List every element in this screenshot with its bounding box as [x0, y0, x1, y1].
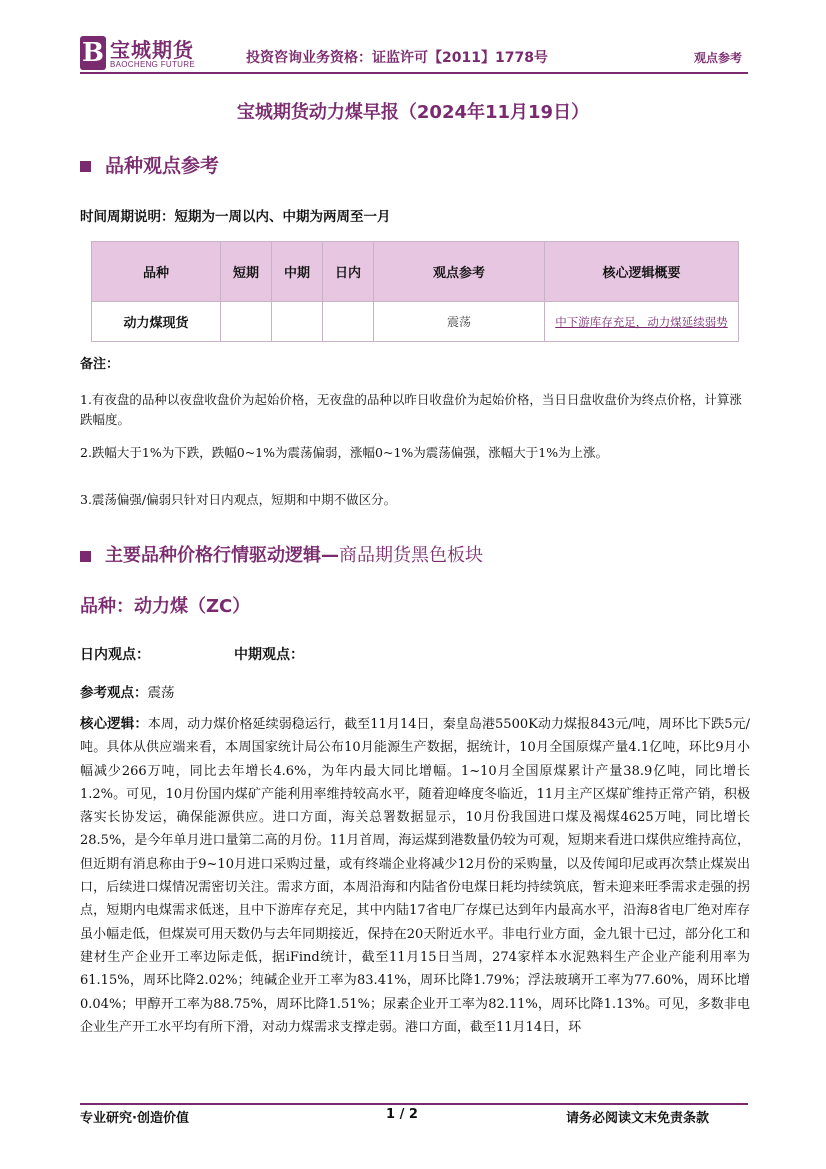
logic-text: 本周，动力煤价格延续弱稳运行，截至11月14日，秦皇岛港5500K动力煤报843元/吨，周环比下跌5元/吨。具体从供应端来看，本周国家统计局公布10月能源生产数据，据统计，10月全国原煤产量4.1亿吨，环比9月小幅减少266万吨，同比去年增长4.6%，为年内最大同比增幅。1~10月全国原煤累计产量38.9亿吨，同比增长1.2%。可见，10月份国内煤矿产能利用率维持较高水平，随着迎峰度冬临近，11月主产区煤矿维持正常产销，积极落实长协发运，确保能源供应。进口方面，海关总署数据显示，10月份我国进口煤及褐煤4625万吨，同比增长28.5%，是今年单月进口量第二高的月份。11月首周，海运煤到港数量仍较为可观，短期来看进口煤供应维持高位，但近期有消息称由于9~10月进口采购过量，或有终端企业将减少12月份的采购量，以及传闻印尼或再次禁止煤炭出口，后续进口煤情况需密切关注。需求方面，本周沿海和内陆省份电煤日耗均持续筑底，暂未迎来旺季需求走强的拐点，短期内电煤需求低迷，且中下游库存充足，其中内陆17省电厂存煤已达到年内最高水平，沿海8省电厂绝对库存虽小幅走低，但煤炭可用天数仍与去年同期接近，保持在20天附近水平。非电行业方面，金九银十已过，部分化工和建材生产企业开工率边际走低，据iFind统计，截至11月15日当周，274家样本水泥熟料生产企业产能利用率为61.15%，周环比降2.02%；纯碱企业开工率为83.41%，周环比降1.79%；浮法玻璃开工率为77.60%，周环比增0.04%；甲醇开工率为88.75%，周环比降1.51%；尿素企业开工率为82.11%，周环比降1.13%。可见，多数非电企业生产开工水平均有所下滑，对动力煤需求支撑走弱。港口方面，截至11月14日，环 — [80, 717, 750, 1035]
section-heading-views — [80, 151, 219, 178]
table-header-cell: 观点参考 — [374, 242, 545, 302]
note-3: 3.震荡偏强/偏弱只针对日内观点，短期和中期不做区分。 — [80, 492, 397, 507]
logic-label: 核心逻辑： — [80, 716, 148, 732]
cell-logic — [545, 302, 739, 342]
footer-divider — [80, 1103, 748, 1105]
ref-value: 震荡 — [147, 685, 175, 701]
ref-label: 参考观点： — [80, 685, 148, 701]
note-1: 1.有夜盘的品种以夜盘收盘价为起始价格，无夜盘的品种以昨日收盘价为起始价格，当日日盘收盘价为终点价格，计算涨跌幅度。 — [80, 392, 742, 427]
license-text: 投资咨询业务资格：证监许可【2011】1778号 — [246, 50, 548, 66]
page-number: 1 / 2 — [386, 1107, 418, 1122]
section-heading-light: 商品期货黑色板块 — [339, 545, 483, 566]
table-header-cell: 日内 — [323, 242, 374, 302]
notes-title: 备注： — [80, 357, 120, 372]
brand-logo-en: BAOCHENG FUTURE — [110, 60, 195, 69]
bullet-square-icon — [80, 551, 91, 562]
note-2: 2.跌幅大于1%为下跌，跌幅0~1%为震荡偏弱，涨幅0~1%为震荡偏强，涨幅大于1%为上涨。 — [80, 445, 609, 460]
cell-short — [221, 302, 272, 342]
section-heading-text: 品种观点参考 — [105, 155, 220, 177]
table-header-cell: 短期 — [221, 242, 272, 302]
brand-logo-mark: B — [80, 36, 106, 70]
intraday-label: 日内观点： — [80, 647, 150, 663]
table-row — [92, 302, 739, 342]
footer-slogan: 专业研究·创造价值 — [80, 1111, 189, 1126]
views-table — [91, 241, 739, 342]
logic-link[interactable]: 中下游库存充足，动力煤延续弱势 — [555, 314, 728, 329]
brand-logo-cn: 宝城期货 — [110, 38, 194, 62]
core-logic-paragraph — [80, 713, 750, 1089]
footer-disclaimer: 请务必阅读文末免责条款 — [566, 1111, 710, 1126]
reference-view — [80, 681, 175, 701]
cell-mid — [272, 302, 323, 342]
section-heading-drivers — [80, 541, 483, 567]
cell-variety: 动力煤现货 — [92, 302, 221, 342]
table-header-cell: 中期 — [272, 242, 323, 302]
page-title: 宝城期货动力煤早报（2024年11月19日） — [236, 102, 590, 123]
cell-view: 震荡 — [374, 302, 545, 342]
table-header-cell: 核心逻辑概要 — [545, 242, 739, 302]
cell-intraday — [323, 302, 374, 342]
bullet-square-icon — [80, 161, 91, 172]
table-header-cell: 品种 — [92, 242, 221, 302]
table-header-row — [92, 242, 739, 302]
variety-title: 品种：动力煤（ZC） — [80, 596, 251, 617]
midterm-label: 中期观点： — [234, 647, 304, 663]
period-note: 时间周期说明：短期为一周以内、中期为两周至一月 — [80, 209, 391, 225]
section-heading-bold: 主要品种价格行情驱动逻辑— — [105, 545, 339, 566]
header-tag: 观点参考 — [694, 51, 743, 65]
header-divider — [80, 72, 748, 74]
